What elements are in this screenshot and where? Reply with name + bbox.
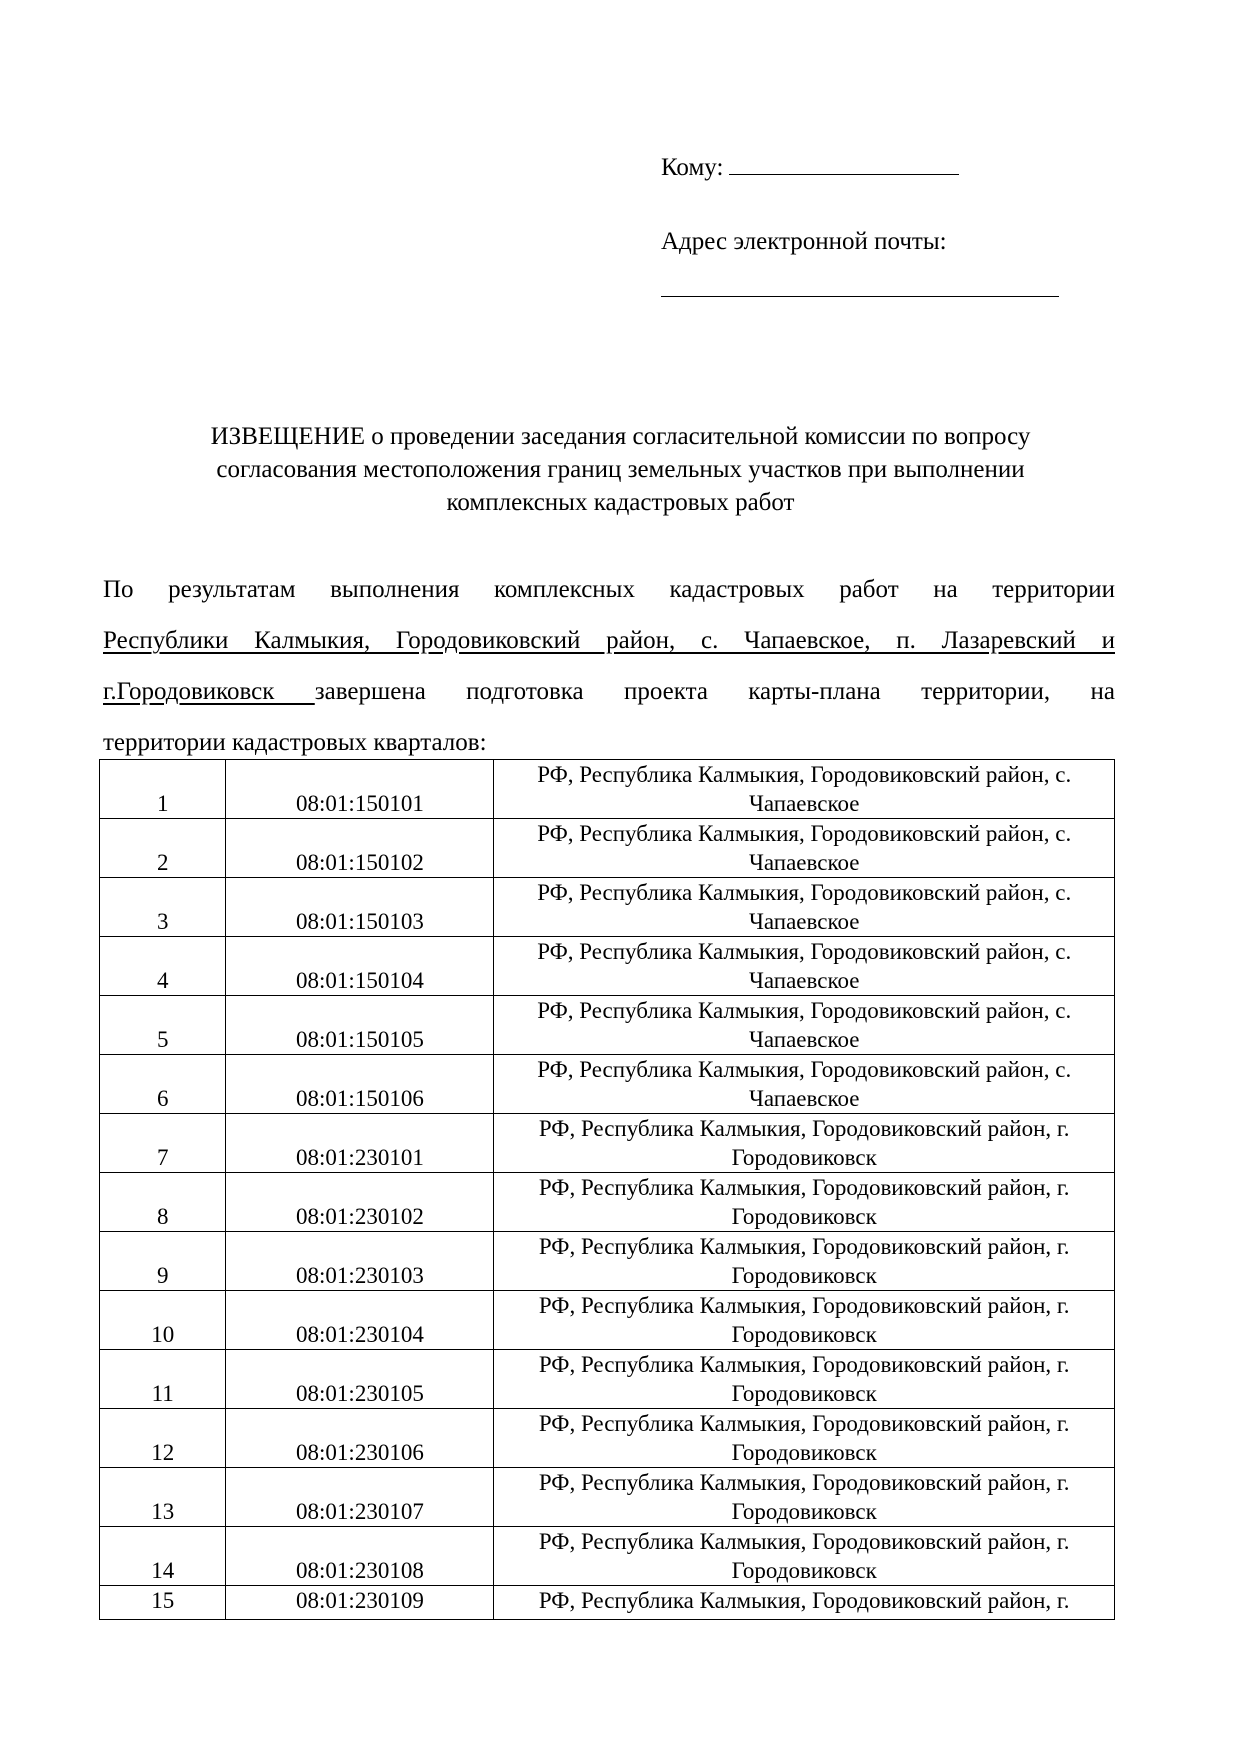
address-cell [494,1586,1115,1620]
body-line-3-rest: завершена подготовка проекта карты-плана территории, на [314,678,1115,705]
row-number: 6 [100,1055,226,1114]
address-line-2: Городовиковск [731,1499,877,1524]
address-cell [494,878,1115,937]
address-cell [494,760,1115,819]
table-row [100,1055,1115,1114]
address-line-1: РФ, Республика Калмыкия, Городовиковский район, г. [538,1470,1070,1495]
row-number: 1 [100,760,226,819]
address-cell [494,937,1115,996]
address-line-2: Чапаевское [748,791,860,816]
address-line-1: РФ, Республика Калмыкия, Городовиковский район, с. [537,1057,1072,1082]
table-row [100,1173,1115,1232]
row-number: 13 [100,1468,226,1527]
cadastral-number: 08:01:150102 [226,819,494,878]
address-cell [494,1409,1115,1468]
address-cell [494,1291,1115,1350]
address-cell [494,1055,1115,1114]
row-number: 3 [100,878,226,937]
address-line-1: РФ, Республика Калмыкия, Городовиковский район, с. [537,880,1072,905]
address-line-2: Городовиковск [731,1558,877,1583]
table-row [100,819,1115,878]
table-row [100,1350,1115,1409]
address-line-1: РФ, Республика Калмыкия, Городовиковский район, г. [538,1588,1070,1613]
address-line-1: РФ, Республика Калмыкия, Городовиковский район, г. [538,1175,1070,1200]
table-row [100,996,1115,1055]
table-row [100,878,1115,937]
table-row [100,1232,1115,1291]
cadastral-number: 08:01:230109 [226,1586,494,1620]
address-cell [494,1114,1115,1173]
row-number: 10 [100,1291,226,1350]
row-number: 4 [100,937,226,996]
row-number: 12 [100,1409,226,1468]
body-line-1: По результатам выполнения комплексных кадастровых работ на территории [103,576,1115,603]
address-cell [494,1350,1115,1409]
address-line-2: Городовиковск [731,1145,877,1170]
address-line-1: РФ, Республика Калмыкия, Городовиковский район, г. [538,1352,1070,1377]
body-line-3 [103,673,1115,724]
territory-underlined: Республики Калмыкия, Городовиковский район, с. Чапаевское, п. Лазаревский и [103,627,1115,654]
row-number: 11 [100,1350,226,1409]
cadastral-number: 08:01:150104 [226,937,494,996]
table-row [100,1527,1115,1586]
cadastral-number: 08:01:230104 [226,1291,494,1350]
city-underlined: г.Городовиковск [103,678,315,705]
address-line-1: РФ, Республика Калмыкия, Городовиковский район, г. [538,1234,1070,1259]
address-line-1: РФ, Республика Калмыкия, Городовиковский район, с. [537,762,1072,787]
address-line-2: Городовиковск [731,1263,877,1288]
to-blank-line [729,152,959,175]
row-number: 15 [100,1586,226,1620]
address-line-2: Городовиковск [731,1440,877,1465]
address-line-1: РФ, Республика Калмыкия, Городовиковский район, г. [538,1411,1070,1436]
cadastral-number: 08:01:230107 [226,1468,494,1527]
address-line-2: Городовиковск [731,1381,877,1406]
row-number: 5 [100,996,226,1055]
address-line-2: Городовиковск [731,1322,877,1347]
recipient-to [661,152,959,183]
cadastral-number: 08:01:150103 [226,878,494,937]
body-line-2 [103,622,1115,673]
email-blank-line [661,296,1059,297]
address-cell [494,1232,1115,1291]
notice-body [103,571,1115,764]
address-cell [494,1468,1115,1527]
row-number: 9 [100,1232,226,1291]
address-cell [494,996,1115,1055]
cadastral-number: 08:01:230105 [226,1350,494,1409]
table-row [100,1114,1115,1173]
email-label: Адрес электронной почты: [661,228,947,255]
cadastral-number: 08:01:150106 [226,1055,494,1114]
body-line-4: территории кадастровых кварталов: [103,729,487,756]
notice-title: ИЗВЕЩЕНИЕ о проведении заседания согласительной комиссии по вопросу согласования местоположения границ земельных участков при выполнении комплексных кадастровых работ [210,423,1031,516]
cadastral-quarters-table [99,759,1115,1620]
table-row [100,937,1115,996]
address-cell [494,819,1115,878]
address-line-2: Чапаевское [748,1027,860,1052]
address-line-1: РФ, Республика Калмыкия, Городовиковский район, с. [537,939,1072,964]
address-line-1: РФ, Республика Калмыкия, Городовиковский район, с. [537,821,1072,846]
address-line-2: Чапаевское [748,850,860,875]
row-number: 2 [100,819,226,878]
table-row [100,1291,1115,1350]
row-number: 7 [100,1114,226,1173]
table-row [100,1586,1115,1620]
cadastral-number: 08:01:230106 [226,1409,494,1468]
row-number: 14 [100,1527,226,1586]
table-row [100,760,1115,819]
row-number: 8 [100,1173,226,1232]
to-label: Кому: [661,154,724,181]
cadastral-number: 08:01:230108 [226,1527,494,1586]
address-line-2: Городовиковск [731,1204,877,1229]
address-line-1: РФ, Республика Калмыкия, Городовиковский район, г. [538,1293,1070,1318]
cadastral-number: 08:01:150101 [226,760,494,819]
cadastral-number: 08:01:230103 [226,1232,494,1291]
address-line-2: Чапаевское [748,968,860,993]
cadastral-number: 08:01:230101 [226,1114,494,1173]
address-cell [494,1527,1115,1586]
address-cell [494,1173,1115,1232]
table-row [100,1409,1115,1468]
cadastral-number: 08:01:230102 [226,1173,494,1232]
address-line-2: Чапаевское [748,1086,860,1111]
address-line-1: РФ, Республика Калмыкия, Городовиковский район, г. [538,1116,1070,1141]
address-line-1: РФ, Республика Калмыкия, Городовиковский район, с. [537,998,1072,1023]
address-line-1: РФ, Республика Калмыкия, Городовиковский район, г. [538,1529,1070,1554]
table-row [100,1468,1115,1527]
cadastral-number: 08:01:150105 [226,996,494,1055]
address-line-2: Чапаевское [748,909,860,934]
